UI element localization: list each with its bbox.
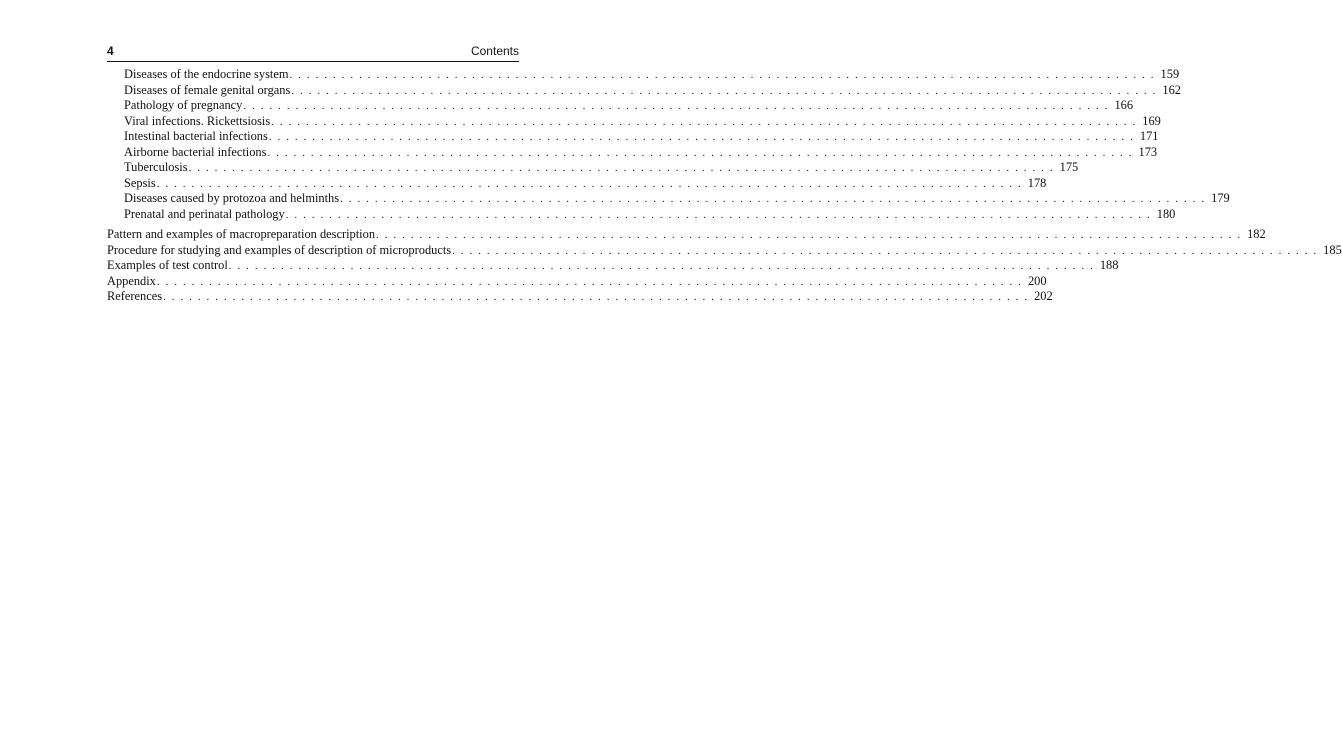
entry-title: Pathology of pregnancy [124, 98, 243, 112]
running-head: Contents [470, 44, 519, 58]
entry-page-number: 178 [1027, 175, 1047, 190]
entry-title: Viral infections. Rickettsiosis [124, 113, 271, 128]
header-rule [107, 61, 519, 62]
table-of-contents [107, 67, 1342, 305]
entry-title: Diseases of the endocrine system [124, 67, 289, 81]
toc-entry[interactable] [107, 273, 1047, 290]
entry-page-number: 173 [1138, 144, 1158, 159]
entry-title: Appendix [107, 273, 156, 288]
dot-leader: . . . . . . . . . . . . . . . . . . . . . . . . . . . . . . . . . . . . . . . . . . . . . . . . . . . . . . . . . . . . . . . . . . . . . . . . . . . . . . . . . . . . . . . . . . . . . . . . . . . . [285, 208, 1152, 221]
toc-entry[interactable] [107, 113, 1161, 130]
toc-entry[interactable] [107, 144, 1158, 161]
toc-entry[interactable] [107, 98, 1134, 114]
toc-entry[interactable] [107, 160, 1079, 176]
dot-leader: . . . . . . . . . . . . . . . . . . . . . . . . . . . . . . . . . . . . . . . . . . . . . . . . . . . . . . . . . . . . . . . . . . . . . . . . . . . . . . . . . . . . . . . . . . . . . . . . . . . . [163, 291, 1029, 303]
entry-title: Intestinal bacterial infections [124, 129, 268, 143]
dot-leader: . . . . . . . . . . . . . . . . . . . . . . . . . . . . . . . . . . . . . . . . . . . . . . . . . . . . . . . . . . . . . . . . . . . . . . . . . . . . . . . . . . . . . . . . . . . . . . . . . . . . [188, 162, 1055, 174]
entry-title: Airborne bacterial infections [124, 144, 267, 159]
entry-title: Diseases caused by protozoa and helminths [124, 191, 340, 205]
toc-entry[interactable] [107, 258, 1119, 274]
entry-title: References [107, 289, 163, 303]
entry-page-number: 188 [1099, 258, 1119, 272]
entry-page-number: 162 [1162, 82, 1181, 97]
dot-leader: . . . . . . . . . . . . . . . . . . . . . . . . . . . . . . . . . . . . . . . . . . . . . . . . . . . . . . . . . . . . . . . . . . . . . . . . . . . . . . . . . . . . . . . . . . . . . . . . . . . . [340, 193, 1206, 205]
entry-title: Examples of test control [107, 258, 228, 272]
toc-entry[interactable] [107, 242, 1342, 259]
entry-page-number: 182 [1247, 227, 1266, 241]
entry-title: Prenatal and perinatal pathology [124, 206, 285, 221]
dot-leader: . . . . . . . . . . . . . . . . . . . . . . . . . . . . . . . . . . . . . . . . . . . . . . . . . . . . . . . . . . . . . . . . . . . . . . . . . . . . . . . . . . . . . . . . . . . . . . . . . . . . [376, 229, 1242, 241]
entry-title: Tuberculosis [124, 160, 188, 174]
page-header [107, 44, 519, 60]
dot-leader: . . . . . . . . . . . . . . . . . . . . . . . . . . . . . . . . . . . . . . . . . . . . . . . . . . . . . . . . . . . . . . . . . . . . . . . . . . . . . . . . . . . . . . . . . . . . . . . . . . . . [156, 177, 1023, 190]
dot-leader: . . . . . . . . . . . . . . . . . . . . . . . . . . . . . . . . . . . . . . . . . . . . . . . . . . . . . . . . . . . . . . . . . . . . . . . . . . . . . . . . . . . . . . . . . . . . . . . . . . . . [156, 275, 1023, 288]
entry-page-number: 200 [1027, 273, 1047, 288]
toc-entry[interactable] [107, 82, 1181, 99]
dot-leader: . . . . . . . . . . . . . . . . . . . . . . . . . . . . . . . . . . . . . . . . . . . . . . . . . . . . . . . . . . . . . . . . . . . . . . . . . . . . . . . . . . . . . . . . . . . . . . . . . . . . [289, 69, 1156, 81]
toc-entry[interactable] [107, 227, 1266, 243]
toc-entry[interactable] [107, 129, 1159, 145]
entry-page-number: 175 [1059, 160, 1079, 174]
dot-leader: . . . . . . . . . . . . . . . . . . . . . . . . . . . . . . . . . . . . . . . . . . . . . . . . . . . . . . . . . . . . . . . . . . . . . . . . . . . . . . . . . . . . . . . . . . . . . . . . . . . . [291, 84, 1157, 97]
entry-page-number: 180 [1156, 206, 1176, 221]
dot-leader: . . . . . . . . . . . . . . . . . . . . . . . . . . . . . . . . . . . . . . . . . . . . . . . . . . . . . . . . . . . . . . . . . . . . . . . . . . . . . . . . . . . . . . . . . . . . . . . . . . . . [452, 244, 1318, 257]
toc-entry[interactable] [107, 175, 1047, 192]
toc-entry[interactable] [107, 206, 1176, 223]
entry-title: Pattern and examples of macropreparation description [107, 227, 376, 241]
toc-entry[interactable] [107, 289, 1053, 305]
toc-entry[interactable] [107, 191, 1230, 207]
dot-leader: . . . . . . . . . . . . . . . . . . . . . . . . . . . . . . . . . . . . . . . . . . . . . . . . . . . . . . . . . . . . . . . . . . . . . . . . . . . . . . . . . . . . . . . . . . . . . . . . . . . . [228, 260, 1095, 272]
entry-page-number: 159 [1160, 67, 1180, 81]
toc-entry[interactable] [107, 67, 1180, 83]
entry-page-number: 169 [1142, 113, 1161, 128]
page-number: 4 [107, 44, 114, 58]
dot-leader: . . . . . . . . . . . . . . . . . . . . . . . . . . . . . . . . . . . . . . . . . . . . . . . . . . . . . . . . . . . . . . . . . . . . . . . . . . . . . . . . . . . . . . . . . . . . . . . . . . . . [268, 131, 1135, 143]
dot-leader: . . . . . . . . . . . . . . . . . . . . . . . . . . . . . . . . . . . . . . . . . . . . . . . . . . . . . . . . . . . . . . . . . . . . . . . . . . . . . . . . . . . . . . . . . . . . . . . . . . . . [271, 115, 1137, 128]
entry-page-number: 179 [1211, 191, 1230, 205]
dot-leader: . . . . . . . . . . . . . . . . . . . . . . . . . . . . . . . . . . . . . . . . . . . . . . . . . . . . . . . . . . . . . . . . . . . . . . . . . . . . . . . . . . . . . . . . . . . . . . . . . . . . [267, 146, 1134, 159]
entry-title: Diseases of female genital organs [124, 82, 291, 97]
entry-title: Procedure for studying and examples of description of microproducts [107, 242, 452, 257]
entry-title: Sepsis [124, 175, 156, 190]
dot-leader: . . . . . . . . . . . . . . . . . . . . . . . . . . . . . . . . . . . . . . . . . . . . . . . . . . . . . . . . . . . . . . . . . . . . . . . . . . . . . . . . . . . . . . . . . . . . . . . . . . . . [243, 100, 1110, 112]
entry-page-number: 171 [1139, 129, 1159, 143]
entry-page-number: 202 [1034, 289, 1053, 303]
entry-page-number: 166 [1114, 98, 1134, 112]
entry-page-number: 185 [1323, 242, 1342, 257]
